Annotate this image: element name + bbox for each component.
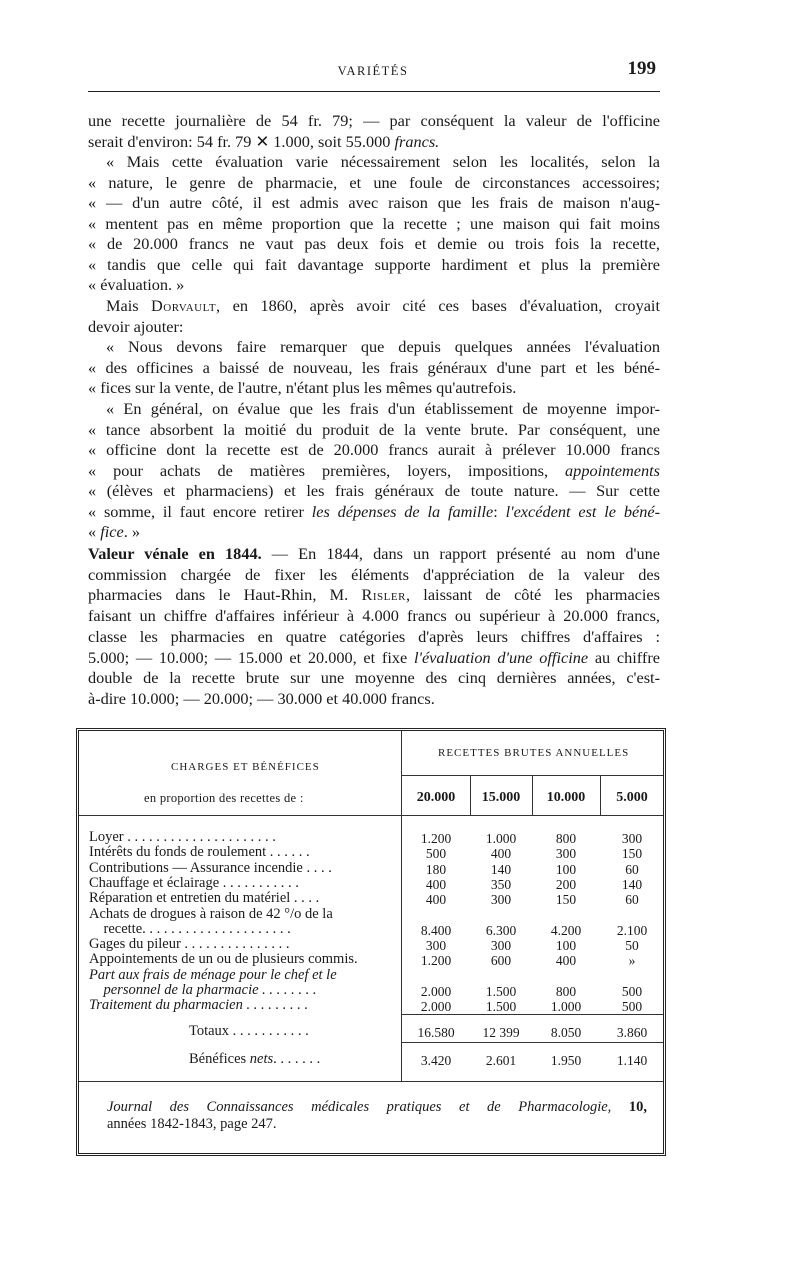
table-bottom-rule: [79, 1081, 663, 1082]
row-value: 6.300: [485, 922, 517, 938]
text-span: , laissant de côté les pharmacies: [405, 585, 660, 605]
row-value: 140: [621, 876, 643, 892]
row-value: 400: [425, 892, 447, 908]
table-source: [107, 1099, 647, 1132]
author-name: Risler: [361, 585, 406, 605]
text-line: [88, 544, 660, 565]
italic-span: nets: [249, 1051, 274, 1067]
quote-line: « Mais cette évaluation varie nécessairement selon les localités, selon la: [106, 152, 660, 171]
quote-general: [88, 399, 660, 543]
totals-value: 16.580: [417, 1025, 455, 1040]
row-value: 400: [425, 876, 447, 892]
row-value: 500: [621, 999, 643, 1015]
italic-span: l'excédent est le béné-: [505, 501, 660, 521]
quote-line: « En général, on évalue que les frais d'un établissement de moyenne impor-: [106, 399, 660, 418]
row-label: Traitement du pharmacien . . . . . . . . .: [89, 997, 309, 1014]
row-label: Gages du pileur . . . . . . . . . . . . . . .: [89, 936, 290, 953]
row-value: 350: [490, 876, 512, 892]
row-value: 60: [625, 892, 639, 908]
benefits-rule: [401, 1042, 663, 1043]
quote-line: « de 20.000 francs ne vaut pas deux fois et demie ou trois fois la recette,: [88, 234, 660, 253]
text-line: double de la recette brute sur une moyenne des cinq dernières années, c'est-: [88, 668, 660, 688]
row-value: 300: [555, 846, 577, 862]
text-span: Mais: [106, 296, 152, 315]
row-value: 500: [621, 984, 643, 999]
text-span: . . . . . . .: [273, 1051, 321, 1067]
row-label: Achats de drogues à raison de 42 °/o de la: [89, 905, 333, 922]
quote-line: [88, 461, 660, 482]
text-line: devoir ajouter:: [88, 316, 184, 336]
row-value: 800: [555, 831, 577, 846]
volume-number: 10,: [611, 1099, 647, 1115]
running-title: VARIÉTÉS: [337, 64, 409, 78]
row-value: 60: [625, 861, 639, 877]
row-value: 1.200: [420, 953, 452, 969]
row-value: 1.000: [485, 831, 517, 846]
text-span: au chiffre: [588, 647, 660, 667]
column-header: 20.000: [416, 790, 456, 805]
totals-label: Totaux . . . . . . . . . . .: [189, 1023, 309, 1039]
source-line: années 1842-1843, page 247.: [107, 1115, 277, 1132]
quote-line: « — d'un autre côté, il est admis avec raison que les frais de maison n'aug-: [88, 193, 660, 212]
row-label: Part aux frais de ménage pour le chef et le: [89, 966, 337, 983]
column-header: 5.000: [616, 790, 648, 805]
row-value: 50: [625, 938, 639, 954]
row-value: 8.400: [420, 922, 452, 938]
charges-table: [76, 728, 666, 1156]
section-heading: Valeur vénale en 1844.: [88, 544, 262, 563]
row-label: Contributions — Assurance incendie . . . .: [89, 859, 332, 876]
row-label: recette. . . . . . . . . . . . . . . . . . . . .: [89, 920, 291, 937]
quote-remarks: [88, 337, 660, 399]
column-separator: [600, 775, 601, 815]
italic-span: appointements: [565, 460, 660, 480]
row-value: 140: [490, 861, 512, 877]
row-value: »: [628, 953, 636, 969]
benefits-label: [189, 1052, 320, 1067]
text-span: «: [88, 522, 101, 541]
row-value: 1.200: [420, 831, 452, 846]
header-bottom-rule: [79, 815, 663, 816]
quote-line: « évaluation. »: [88, 275, 185, 294]
row-label: Loyer . . . . . . . . . . . . . . . . . . . . .: [89, 829, 276, 845]
quote-line: « (élèves et pharmaciens) et les frais généraux de toute nature. — Sur cette: [88, 481, 660, 500]
benefits-value: 3.420: [420, 1053, 452, 1068]
text-line: à-dire 10.000; — 20.000; — 30.000 et 40.000 francs.: [88, 688, 435, 708]
row-value: 200: [555, 876, 577, 892]
header-rule: [88, 91, 660, 92]
text-line: une recette journalière de 54 fr. 79; — par conséquent la valeur de l'officine: [88, 111, 660, 130]
row-value: 2.000: [420, 999, 452, 1015]
quote-line: [88, 522, 660, 543]
row-value: 150: [555, 892, 577, 908]
quote-line: « tandis que celle qui fait davantage supporte hardiment et plus la première: [88, 254, 660, 274]
row-value: 300: [490, 938, 512, 954]
italic-span: les dépenses de la famille: [311, 501, 494, 521]
text-span: — En 1844, dans un rapport présenté au nom d'une: [261, 544, 661, 563]
totals-value: 8.050: [550, 1025, 582, 1040]
paragraph-dorvault: [88, 296, 660, 337]
row-value: 300: [425, 938, 447, 954]
header-proportion: en proportion des recettes de :: [144, 791, 304, 805]
text-span: pharmacies dans le Haut-Rhin, M.: [88, 585, 362, 605]
text-line: [88, 132, 660, 153]
row-value: 100: [555, 938, 577, 954]
page-number: 199: [627, 58, 656, 79]
row-value: 600: [490, 953, 512, 969]
row-value: 800: [555, 984, 577, 999]
totals-value: 3.860: [616, 1025, 648, 1040]
quote-line: « des officines a baissé de nouveau, les frais généraux d'une part et les béné-: [88, 357, 660, 377]
table-divider: [401, 731, 402, 1081]
column-header: 15.000: [481, 790, 521, 805]
row-value: 300: [621, 831, 643, 846]
section-valeur-venale: [88, 544, 660, 710]
row-value: 400: [555, 953, 577, 969]
benefits-value: 1.140: [616, 1053, 648, 1068]
quote-evaluation: [88, 152, 660, 296]
totals-value: 12 399: [482, 1025, 520, 1040]
row-value: 500: [425, 846, 447, 862]
row-value: 2.000: [420, 984, 452, 999]
journal-title: Journal des Connaissances médicales pratiques et de Pharmacologie,: [107, 1099, 612, 1115]
row-value: 1.000: [550, 999, 582, 1015]
row-value: 400: [490, 846, 512, 862]
row-label: Réparation et entretien du matériel . . . .: [89, 890, 320, 907]
text-span: 5.000; — 10.000; — 15.000 et 20.000, et fixe: [88, 647, 414, 667]
text-line: [88, 585, 660, 606]
row-label: Appointements de un ou de plusieurs commis.: [89, 951, 358, 968]
row-value: 2.100: [616, 922, 648, 938]
row-label: Intérêts du fonds de roulement . . . . . .: [89, 844, 310, 861]
benefits-value: 2.601: [485, 1053, 517, 1068]
text-line: [88, 648, 660, 669]
text-span: Bénéfices: [189, 1051, 250, 1067]
row-value: 4.200: [550, 922, 582, 938]
text-line: classe les pharmacies en quatre catégories d'après leurs chiffres d'affaires :: [88, 626, 660, 646]
quote-line: « fices sur la vente, de l'autre, n'étant plus les mêmes qu'autrefois.: [88, 378, 517, 397]
text-line: [88, 296, 660, 317]
text-line: commission chargée de fixer les éléments d'appréciation de la valeur des: [88, 564, 660, 584]
header-rule: [401, 775, 663, 776]
source-line: [107, 1099, 647, 1116]
paragraph-intro: [88, 111, 660, 152]
quote-line: « nature, le genre de pharmacie, et une foule de circonstances accessoires;: [88, 172, 660, 192]
row-value: 300: [490, 892, 512, 908]
text-span: « pour achats de matières premières, loyers, impositions,: [88, 460, 566, 480]
quote-line: [88, 502, 660, 523]
row-label: personnel de la pharmacie . . . . . . . .: [89, 982, 317, 998]
quote-line: « mentent pas en même proportion que la recette ; une maison qui fait moins: [88, 213, 660, 233]
row-value: 180: [425, 861, 447, 877]
text-span: « somme, il faut encore retirer: [88, 501, 312, 521]
author-name: Dorvault: [151, 296, 217, 315]
running-header: [88, 58, 658, 80]
quote-line: « tance absorbent la moitié du produit de la vente brute. Par conséquent, une: [88, 419, 660, 439]
row-value: 100: [555, 861, 577, 877]
text-line: faisant un chiffre d'affaires inférieur à 4.000 francs ou supérieur à 20.000 francs,: [88, 606, 660, 626]
text-span: :: [493, 501, 506, 521]
italic-span: francs.: [394, 131, 440, 151]
header-recettes: RECETTES BRUTES ANNUELLES: [438, 747, 630, 759]
header-charges: CHARGES ET BÉNÉFICES: [171, 761, 320, 773]
quote-line: « Nous devons faire remarquer que depuis quelques années l'évaluation: [106, 337, 660, 356]
row-value: 1.500: [485, 999, 517, 1015]
row-value: 1.500: [485, 984, 517, 999]
italic-span: l'évaluation d'une officine: [413, 647, 589, 667]
italic-span: fice: [100, 522, 124, 541]
row-label: Chauffage et éclairage . . . . . . . . . . .: [89, 874, 299, 891]
text-span: serait d'environ: 54 fr. 79 ✕ 1.000, soit 55.000: [88, 131, 395, 151]
column-header: 10.000: [546, 790, 586, 805]
text-span: , en 1860, après avoir cité ces bases d'évaluation, croyait: [216, 296, 660, 315]
row-value: 150: [621, 846, 643, 862]
benefits-value: 1.950: [550, 1053, 582, 1068]
quote-line: « officine dont la recette est de 20.000 francs aurait à prélever 10.000 francs: [88, 440, 660, 459]
column-separator: [532, 775, 533, 815]
text-span: . »: [123, 522, 140, 541]
